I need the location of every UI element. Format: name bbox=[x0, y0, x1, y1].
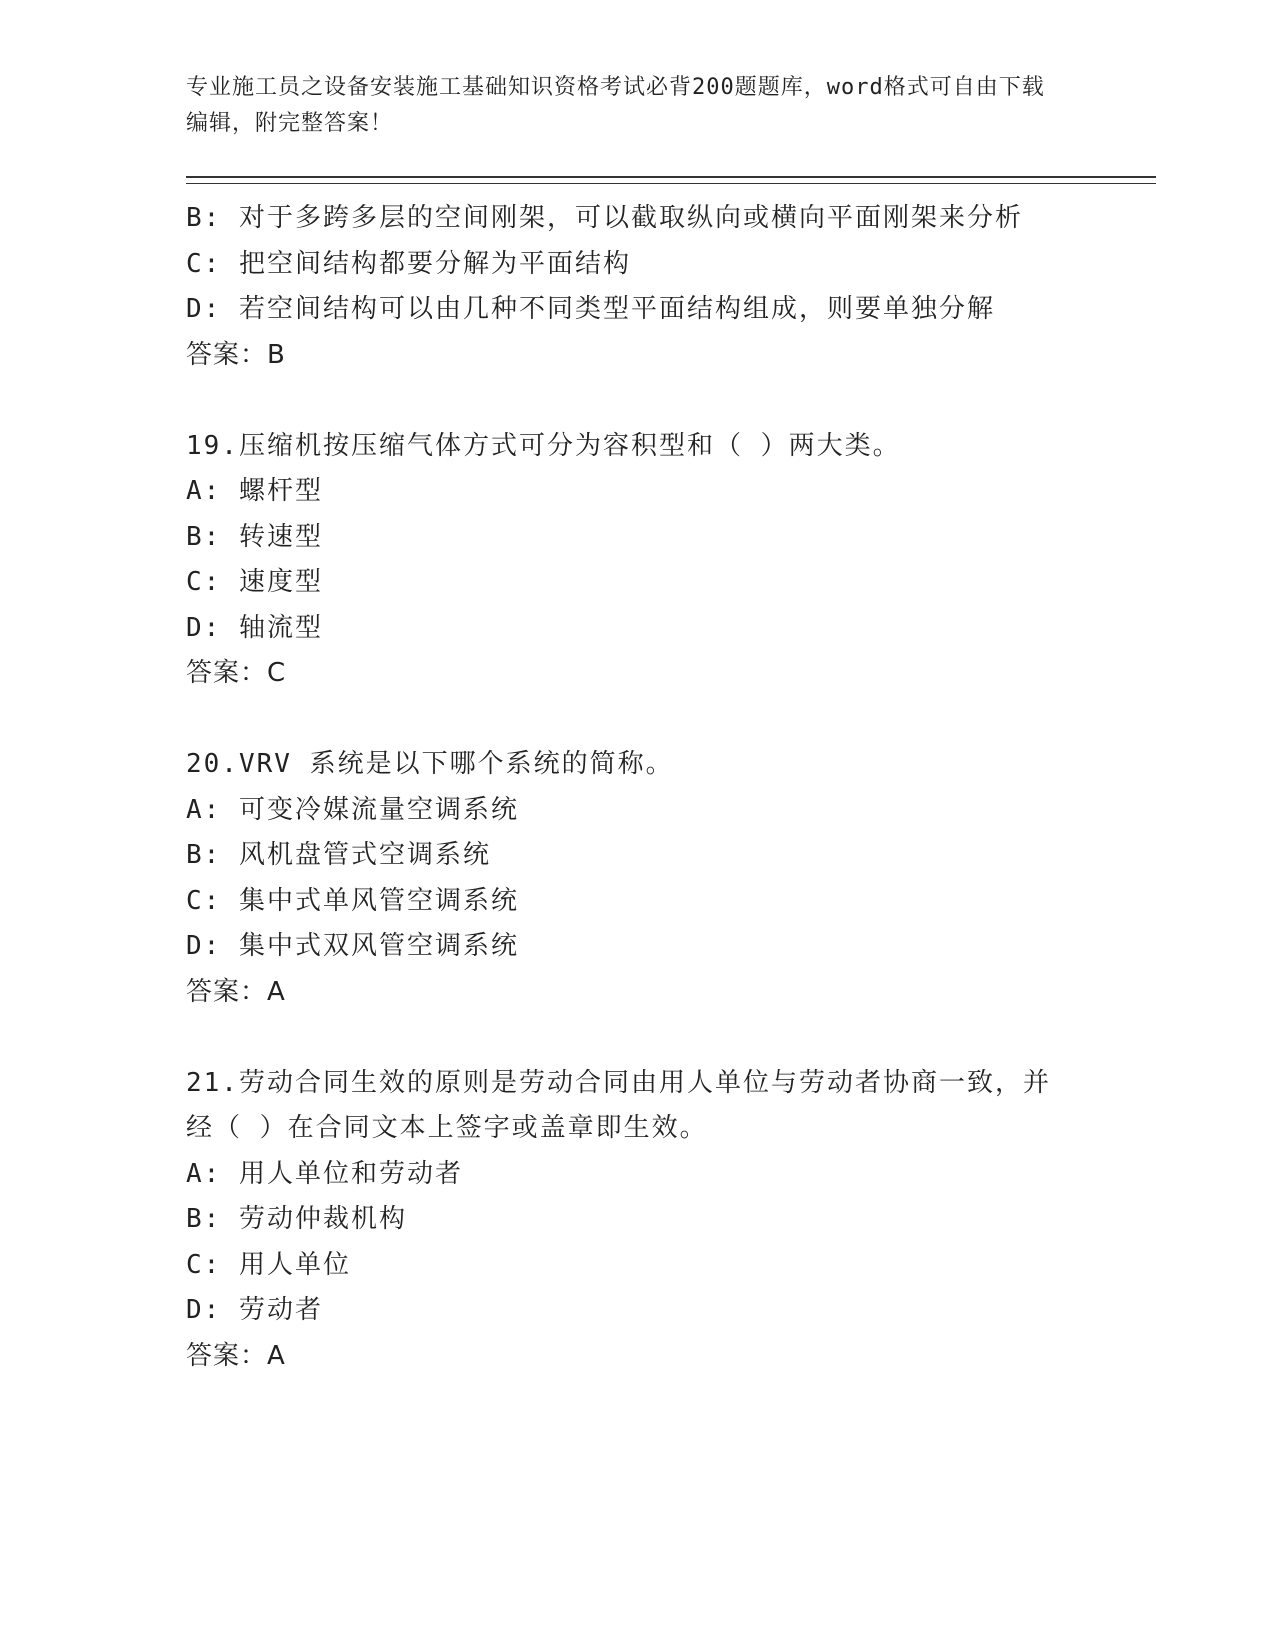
option-a: A: 可变冷媒流量空调系统 bbox=[186, 794, 519, 825]
spacer bbox=[186, 378, 1156, 424]
option-c: C: 用人单位 bbox=[186, 1249, 351, 1280]
option-c: C: 把空间结构都要分解为平面结构 bbox=[186, 248, 631, 279]
answer-line: 答案：C bbox=[186, 658, 287, 688]
answer-line: 答案：A bbox=[186, 1340, 286, 1371]
answer-line: 答案：A bbox=[186, 976, 286, 1007]
option-d: D: 若空间结构可以由几种不同类型平面结构组成，则要单独分解 bbox=[186, 294, 995, 324]
spacer bbox=[186, 1015, 1156, 1061]
question-stem: 20.VRV 系统是以下哪个系统的简称。 bbox=[186, 749, 674, 779]
question-stem: 19.压缩机按压缩气体方式可分为容积型和（ ）两大类。 bbox=[186, 430, 901, 461]
question-20 bbox=[186, 742, 1156, 1015]
option-b: B: 对于多跨多层的空间刚架，可以截取纵向或横向平面刚架来分析 bbox=[186, 203, 1023, 233]
question-21 bbox=[186, 1061, 1156, 1380]
answer-line: 答案：B bbox=[186, 339, 286, 370]
question-stem: 21.劳动合同生效的原则是劳动合同由用人单位与劳动者协商一致，并经（ ）在合同文本上签字或盖章即生效。 bbox=[186, 1067, 1051, 1143]
document-header-title: 专业施工员之设备安装施工基础知识资格考试必背200题题库，word格式可自由下载编辑，附完整答案！ bbox=[186, 75, 1045, 136]
question-19 bbox=[186, 424, 1156, 697]
option-d: D: 集中式双风管空调系统 bbox=[186, 931, 519, 961]
spacer bbox=[186, 697, 1156, 743]
option-a: A: 螺杆型 bbox=[186, 476, 323, 506]
option-b: B: 转速型 bbox=[186, 521, 323, 552]
option-d: D: 轴流型 bbox=[186, 612, 323, 643]
document-page bbox=[186, 70, 1156, 1379]
option-c: C: 集中式单风管空调系统 bbox=[186, 885, 519, 916]
option-c: C: 速度型 bbox=[186, 567, 323, 597]
option-b: B: 风机盘管式空调系统 bbox=[186, 840, 491, 870]
question-18-continued bbox=[186, 196, 1156, 378]
option-d: D: 劳动者 bbox=[186, 1295, 323, 1325]
option-a: A: 用人单位和劳动者 bbox=[186, 1158, 463, 1189]
header-divider bbox=[186, 176, 1156, 184]
option-b: B: 劳动仲裁机构 bbox=[186, 1204, 407, 1234]
